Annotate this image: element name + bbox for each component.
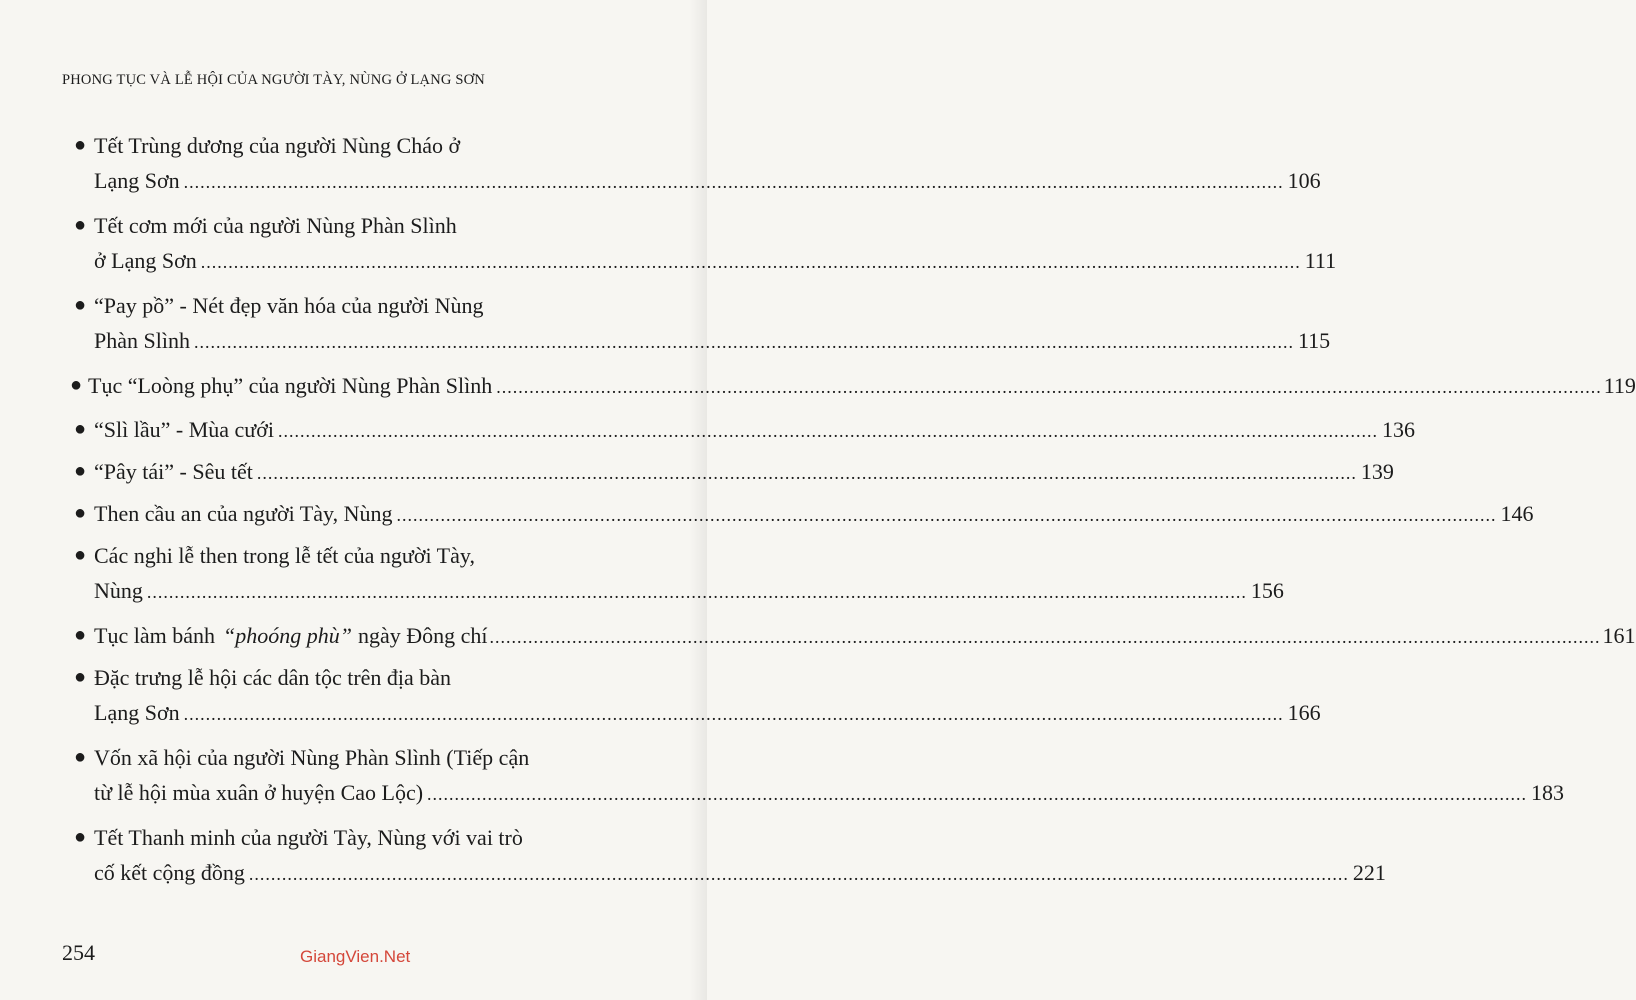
dot-leader	[396, 498, 1496, 533]
bullet-icon: ●	[74, 624, 87, 646]
bullet-icon: ●	[74, 502, 87, 524]
toc-entry-page: 119	[1603, 373, 1636, 398]
toc-entry[interactable]	[70, 368, 1636, 412]
toc-entry[interactable]	[74, 288, 1331, 368]
bullet-icon: ●	[74, 294, 87, 316]
dot-leader	[249, 857, 1349, 892]
toc-entry[interactable]	[74, 412, 1415, 454]
bullet-icon: ●	[74, 214, 87, 236]
toc-entry[interactable]	[74, 538, 1284, 618]
bullet-icon: ●	[74, 826, 87, 848]
dot-leader	[201, 245, 1301, 280]
toc-entry[interactable]	[74, 496, 1534, 538]
bullet-icon: ●	[74, 134, 87, 156]
toc-entry-page: 136	[1381, 417, 1415, 442]
dot-leader: ..... .	[496, 370, 1602, 405]
dot-leader	[147, 575, 1247, 610]
toc-entry-title: Tục “Loòng phụ” của người Nùng Phàn Slình	[88, 373, 493, 398]
toc-entry-title-cont: Phàn Slình	[94, 328, 190, 353]
dot-leader	[184, 165, 1284, 200]
toc-entry-page: 221	[1352, 860, 1386, 885]
toc-entry-title-pre: Tục làm bánh	[94, 623, 215, 648]
toc-entry-page: 156	[1250, 578, 1284, 603]
toc-entry-title-cont: Lạng Sơn	[94, 168, 180, 193]
watermark: GiangVien.Net	[300, 947, 411, 966]
toc-entry[interactable]	[74, 618, 1636, 660]
running-header: PHONG TỤC VÀ LỄ HỘI CỦA NGƯỜI TÀY, NÙNG Ở LẠNG SƠN	[62, 72, 485, 88]
toc-entry[interactable]	[74, 454, 1394, 496]
dot-leader	[257, 456, 1357, 491]
table-of-contents	[70, 128, 1636, 900]
bullet-icon: ●	[74, 418, 87, 440]
toc-entry-title-italic: “phoóng phù”	[222, 623, 352, 648]
bullet-icon: ●	[74, 544, 87, 566]
bullet-icon: ●	[74, 746, 87, 768]
toc-entry-page: 161	[1602, 623, 1636, 648]
dot-leader	[184, 697, 1284, 732]
bullet-icon: ●	[74, 666, 87, 688]
toc-entry-title-cont: từ lễ hội mùa xuân ở huyện Cao Lộc)	[94, 780, 424, 805]
toc-entry[interactable]	[74, 740, 1565, 820]
dot-leader	[427, 777, 1527, 812]
toc-entry-page: 106	[1287, 168, 1321, 193]
toc-entry-title-cont: Lạng Sơn	[94, 700, 180, 725]
toc-entry[interactable]	[74, 660, 1321, 740]
toc-entry[interactable]	[74, 128, 1321, 208]
page-number: 254	[62, 940, 95, 965]
toc-entry-title: Tết Thanh minh của người Tày, Nùng với vai trò	[94, 825, 523, 850]
dot-leader: ..... ..	[489, 620, 1600, 655]
toc-entry-title: Then cầu an của người Tày, Nùng	[94, 501, 393, 526]
toc-entry-title: Các nghi lễ then trong lễ tết của người Tày,	[94, 543, 475, 568]
toc-entry[interactable]	[74, 208, 1337, 288]
toc-entry-title-cont: Nùng	[94, 578, 143, 603]
toc-entry-title-cont: ở Lạng Sơn	[94, 248, 197, 273]
toc-entry-title: Tết Trùng dương của người Nùng Cháo ở	[94, 133, 461, 158]
toc-entry-page: 139	[1360, 459, 1394, 484]
toc-entry-title: Đặc trưng lễ hội các dân tộc trên địa bàn	[94, 665, 452, 690]
toc-entry[interactable]	[74, 820, 1386, 900]
toc-entry-title: Vốn xã hội của người Nùng Phàn Slình (Tiếp cận	[94, 745, 530, 770]
toc-entry-title-cont: cố kết cộng đồng	[94, 860, 245, 885]
toc-entry-page: 115	[1297, 328, 1331, 353]
toc-entry-page: 111	[1304, 248, 1337, 273]
toc-entry-title: Tết cơm mới của người Nùng Phàn Slình	[94, 213, 457, 238]
dot-leader	[194, 325, 1294, 360]
bullet-icon: ●	[74, 460, 87, 482]
toc-entry-page: 183	[1531, 780, 1565, 805]
toc-entry-title: “Pây tái” - Sêu tết	[94, 459, 253, 484]
toc-entry-title: “Slì lầu” - Mùa cưới	[94, 417, 274, 442]
toc-entry-page: 166	[1287, 700, 1321, 725]
bullet-icon: ●	[70, 374, 83, 396]
toc-entry-page: 146	[1500, 501, 1534, 526]
toc-entry-title-post: ngày Đông chí	[357, 623, 488, 648]
dot-leader	[278, 414, 1378, 449]
toc-entry-title: “Pay pồ” - Nét đẹp văn hóa của người Nùng	[94, 293, 484, 318]
